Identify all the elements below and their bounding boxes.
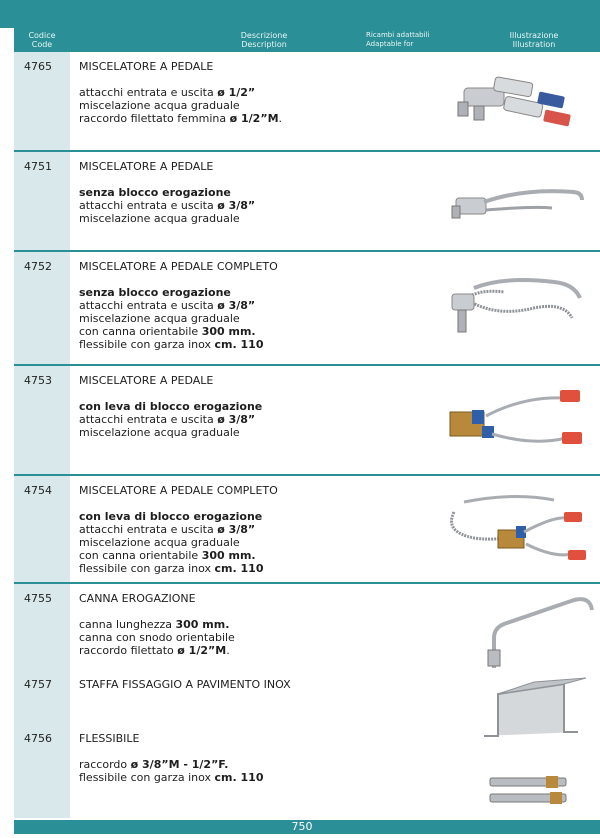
product-description	[79, 374, 262, 439]
page-number: 750	[291, 820, 313, 833]
product-row-4751	[14, 152, 600, 252]
desc-line: senza blocco erogazione	[79, 186, 231, 199]
desc-line: miscelazione acqua graduale	[79, 312, 240, 325]
bracket-illustration	[474, 676, 594, 746]
product-title: MISCELATORE A PEDALE	[79, 374, 214, 387]
top-band	[0, 0, 600, 28]
product-code: 4751	[24, 160, 52, 173]
product-code: 4752	[24, 260, 52, 273]
header-description	[164, 31, 364, 49]
desc-line: miscelazione acqua graduale	[79, 99, 240, 112]
desc-line: con leva di blocco erogazione	[79, 510, 263, 523]
desc-line: flessibile con garza inox cm. 110	[79, 338, 264, 351]
header-code-en: Code	[31, 40, 53, 49]
product-description	[79, 592, 235, 657]
header-spare-en: Adaptable for	[366, 40, 414, 48]
product-row-4752	[14, 252, 600, 366]
desc-line: senza blocco erogazione	[79, 286, 231, 299]
header-code	[14, 31, 70, 49]
header-desc-it: Descrizione	[240, 31, 288, 40]
product-row-4765	[14, 52, 600, 152]
header-illus-en: Illustration	[512, 40, 556, 49]
hose-illustration	[484, 772, 574, 812]
product-title: CANNA EROGAZIONE	[79, 592, 196, 605]
desc-line: attacchi entrata e uscita ø 1/2”	[79, 86, 256, 99]
product-code: 4765	[24, 60, 52, 73]
product-row-4753	[14, 366, 600, 476]
desc-line: miscelazione acqua graduale	[79, 426, 240, 439]
product-title: MISCELATORE A PEDALE COMPLETO	[79, 484, 278, 497]
desc-line: canna con snodo orientabile	[79, 631, 235, 644]
desc-line: flessibile con garza inox cm. 110	[79, 562, 264, 575]
desc-line: miscelazione acqua graduale	[79, 536, 240, 549]
product-title: MISCELATORE A PEDALE	[79, 160, 214, 173]
product-code: 4754	[24, 484, 52, 497]
desc-line: con canna orientabile 300 mm.	[79, 325, 256, 338]
pedal-mixer-illustration	[434, 158, 594, 238]
product-row-4754	[14, 476, 600, 584]
spout-illustration	[454, 588, 600, 678]
product-code: 4757	[24, 678, 52, 691]
product-title: MISCELATORE A PEDALE COMPLETO	[79, 260, 278, 273]
header-illustration	[484, 31, 584, 49]
desc-line: con leva di blocco erogazione	[79, 400, 263, 413]
pedal-mixer-illustration	[434, 482, 594, 582]
pedal-mixer-illustration	[434, 372, 594, 462]
product-description	[79, 60, 282, 125]
desc-line: con canna orientabile 300 mm.	[79, 549, 256, 562]
product-title: STAFFA FISSAGGIO A PAVIMENTO INOX	[79, 678, 291, 691]
product-description	[79, 260, 278, 351]
header-desc-en: Description	[241, 40, 287, 49]
desc-line: canna lunghezza 300 mm.	[79, 618, 230, 631]
product-description	[79, 732, 263, 784]
product-code: 4753	[24, 374, 52, 387]
product-description	[79, 484, 278, 575]
desc-line: miscelazione acqua graduale	[79, 212, 240, 225]
desc-line: flessibile con garza inox cm. 110	[79, 771, 264, 784]
desc-line: attacchi entrata e uscita ø 3/8”	[79, 413, 256, 426]
product-title: MISCELATORE A PEDALE	[79, 60, 214, 73]
header-spare-parts	[366, 31, 456, 49]
product-title: FLESSIBILE	[79, 732, 140, 745]
table-header	[14, 28, 600, 52]
page-footer	[14, 820, 600, 834]
desc-line: attacchi entrata e uscita ø 3/8”	[79, 299, 256, 312]
code-cell	[14, 584, 70, 818]
header-spare-it: Ricambi adattabili	[366, 31, 430, 39]
desc-line: attacchi entrata e uscita ø 3/8”	[79, 523, 256, 536]
header-code-it: Codice	[28, 31, 56, 40]
product-description	[79, 160, 255, 225]
desc-line: raccordo filettato ø 1/2”M.	[79, 644, 230, 657]
pedal-mixer-illustration	[434, 258, 594, 348]
header-illus-it: Illustrazione	[509, 31, 559, 40]
product-code: 4755	[24, 592, 52, 605]
product-description	[79, 678, 291, 704]
pedal-mixer-illustration	[434, 58, 594, 138]
product-code: 4756	[24, 732, 52, 745]
desc-line: raccordo filettato femmina ø 1/2”M.	[79, 112, 283, 125]
product-group	[14, 584, 600, 818]
desc-line: attacchi entrata e uscita ø 3/8”	[79, 199, 256, 212]
desc-line: raccordo ø 3/8”M - 1/2”F.	[79, 758, 229, 771]
